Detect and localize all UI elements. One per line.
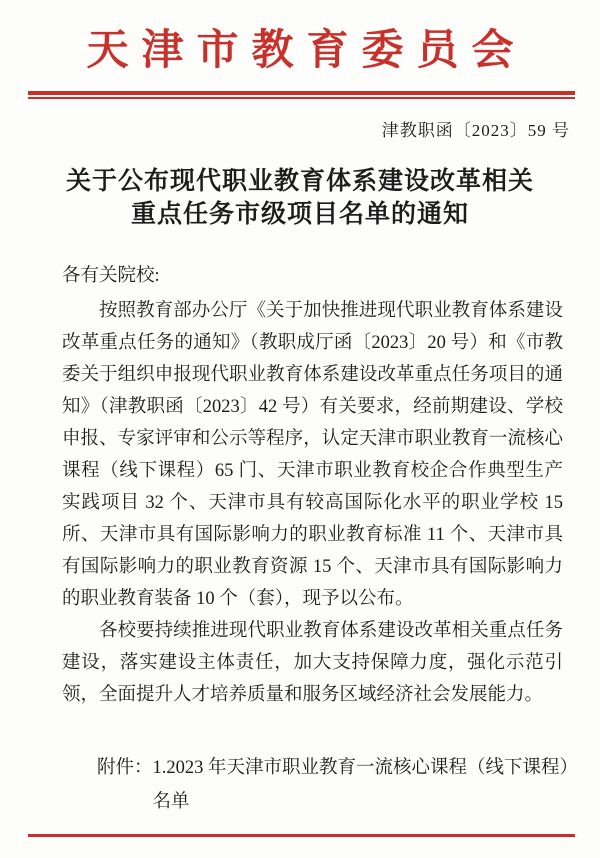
footer-divider: [28, 834, 575, 837]
document-title-line-2: 重点任务市级项目名单的通知: [130, 201, 469, 228]
attachment-note: [97, 751, 600, 819]
header-divider: [28, 91, 575, 99]
body-paragraph-1: 按照教育部办公厅《关于加快推进现代职业教育体系建设改革重点任务的通知》（教职成厅函〔2023〕20 号）和《市教委关于组织申报现代职业教育体系建设改革重点任务项目的通知》（津教职函〔2023〕42 号）有关要求，经前期建设、学校申报、专家评审和公示等程序，认定天津市职业教育一流核心课程（线下课程）65 门、天津市职业教育校企合作典型生产实践项目 32 个、天津市具有较高国际化水平的职业学校 15 所、天津市具有国际影响力的职业教育标准 11 个、天津市具有国际影响力的职业教育资源 15 个、天津市具有国际影响力的职业教育装备 10 个（套），现予以公布。: [62, 301, 563, 609]
salutation: 各有关院校:: [62, 266, 160, 286]
attachment-lines: [153, 751, 579, 819]
document-page: [0, 24, 600, 819]
document-number: 津教职函〔2023〕59 号: [381, 121, 570, 140]
attachment-line-1: 1.2023 年天津市职业教育一流核心课程（线下课程）: [152, 758, 579, 778]
issuing-authority-title: 天津市教育委员会: [86, 28, 527, 74]
document-title-line-1: 关于公布现代职业教育体系建设改革相关: [65, 168, 534, 195]
attachment-label: 附件：: [97, 758, 153, 778]
document-body: [62, 295, 563, 711]
body-paragraph-2: 各校要持续推进现代职业教育体系建设改革相关重点任务建设，落实建设主体责任，加大支持保障力度，强化示范引领，全面提升人才培养质量和服务区域经济社会发展能力。: [62, 621, 563, 705]
document-title: [20, 165, 580, 231]
attachment-line-2: 名单: [152, 792, 190, 812]
